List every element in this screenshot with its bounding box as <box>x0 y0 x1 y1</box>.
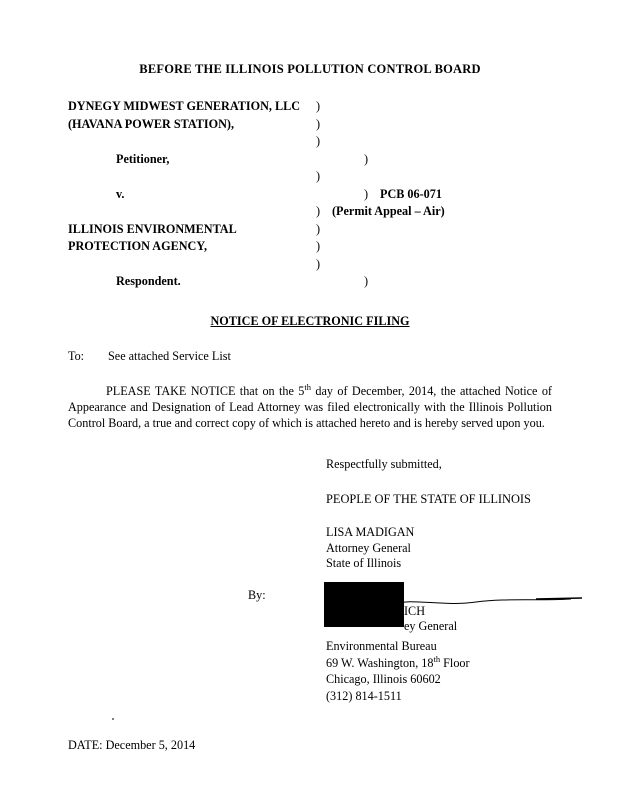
notice-paragraph-part2: day of December, 2014, the attached Notice of Appearance and Designation of Lead Attorney was filed electronically with the Illinois Pollution Control Board, a true and correct copy of which is attached hereto and is hereby served upon you. <box>68 383 552 430</box>
caption-paren: ) <box>316 204 321 218</box>
signer-title: ey General <box>404 618 458 633</box>
caption-row <box>68 134 552 152</box>
caption-row <box>68 187 552 205</box>
caption-left: DYNEGY MIDWEST GENERATION, LLC <box>68 99 301 113</box>
address-floor: Floor <box>440 656 470 671</box>
caption-left: v. <box>116 186 125 201</box>
address-line-2: Chicago, Illinois 60602 <box>326 672 441 687</box>
caption-left: PROTECTION AGENCY, <box>68 239 208 253</box>
respectfully-submitted: Respectfully submitted, <box>326 456 442 471</box>
notice-paragraph-part1: PLEASE TAKE NOTICE that on the 5 <box>106 383 305 398</box>
caption-paren: ) <box>316 99 321 113</box>
address-ordinal-suffix: th <box>433 654 441 665</box>
ordinal-suffix: th <box>304 381 312 392</box>
caption-row <box>68 274 552 292</box>
service-to-row <box>68 349 552 364</box>
address-line-1 <box>326 654 552 671</box>
caption-left: ILLINOIS ENVIRONMENTAL <box>68 221 237 236</box>
caption-paren: ) <box>364 274 369 288</box>
phone-number: (312) 814-1511 <box>326 688 402 703</box>
caption-left: Respondent. <box>116 274 181 288</box>
caption-paren: ) <box>364 151 369 166</box>
by-label: By: <box>248 587 266 602</box>
attorney-general-state: State of Illinois <box>326 556 402 571</box>
notice-paragraph <box>68 382 552 431</box>
attorney-general-title: Attorney General <box>326 540 411 555</box>
document-body <box>68 62 552 753</box>
caption-row <box>68 169 552 187</box>
signature-block <box>68 457 552 704</box>
caption-paren: ) <box>316 239 321 253</box>
caption-paren: ) <box>316 134 321 148</box>
court-title: BEFORE THE ILLINOIS POLLUTION CONTROL BOARD <box>139 62 481 76</box>
caption-left: Petitioner, <box>116 151 170 166</box>
caption-left: (HAVANA POWER STATION), <box>68 116 235 131</box>
caption-paren: ) <box>316 169 321 183</box>
page-artifact-dot <box>112 718 114 720</box>
caption-row <box>68 152 552 170</box>
caption-row <box>68 117 552 135</box>
date-line: DATE: December 5, 2014 <box>68 737 196 752</box>
caption-row <box>68 239 552 257</box>
signer-identity <box>326 603 552 656</box>
caption-paren: ) <box>316 256 321 271</box>
caption-case-number: PCB 06-071 <box>380 186 442 201</box>
caption-row <box>68 99 552 117</box>
signer-name: ICH <box>404 603 425 618</box>
address-street: 69 W. Washington, 18 <box>326 656 434 671</box>
caption-paren: ) <box>316 116 321 131</box>
caption-row <box>68 222 552 240</box>
notice-title: NOTICE OF ELECTRONIC FILING <box>210 313 410 328</box>
case-caption <box>68 99 552 292</box>
to-value: See attached Service List <box>108 348 231 363</box>
caption-case-type: (Permit Appeal – Air) <box>332 204 445 218</box>
caption-row <box>68 257 552 275</box>
caption-paren: ) <box>364 186 369 201</box>
caption-paren: ) <box>316 221 321 236</box>
caption-row <box>68 204 552 222</box>
attorney-general-name: LISA MADIGAN <box>326 524 415 539</box>
bureau-line: Environmental Bureau <box>326 638 437 653</box>
party-name: PEOPLE OF THE STATE OF ILLINOIS <box>326 491 531 506</box>
to-label: To: <box>68 348 85 363</box>
